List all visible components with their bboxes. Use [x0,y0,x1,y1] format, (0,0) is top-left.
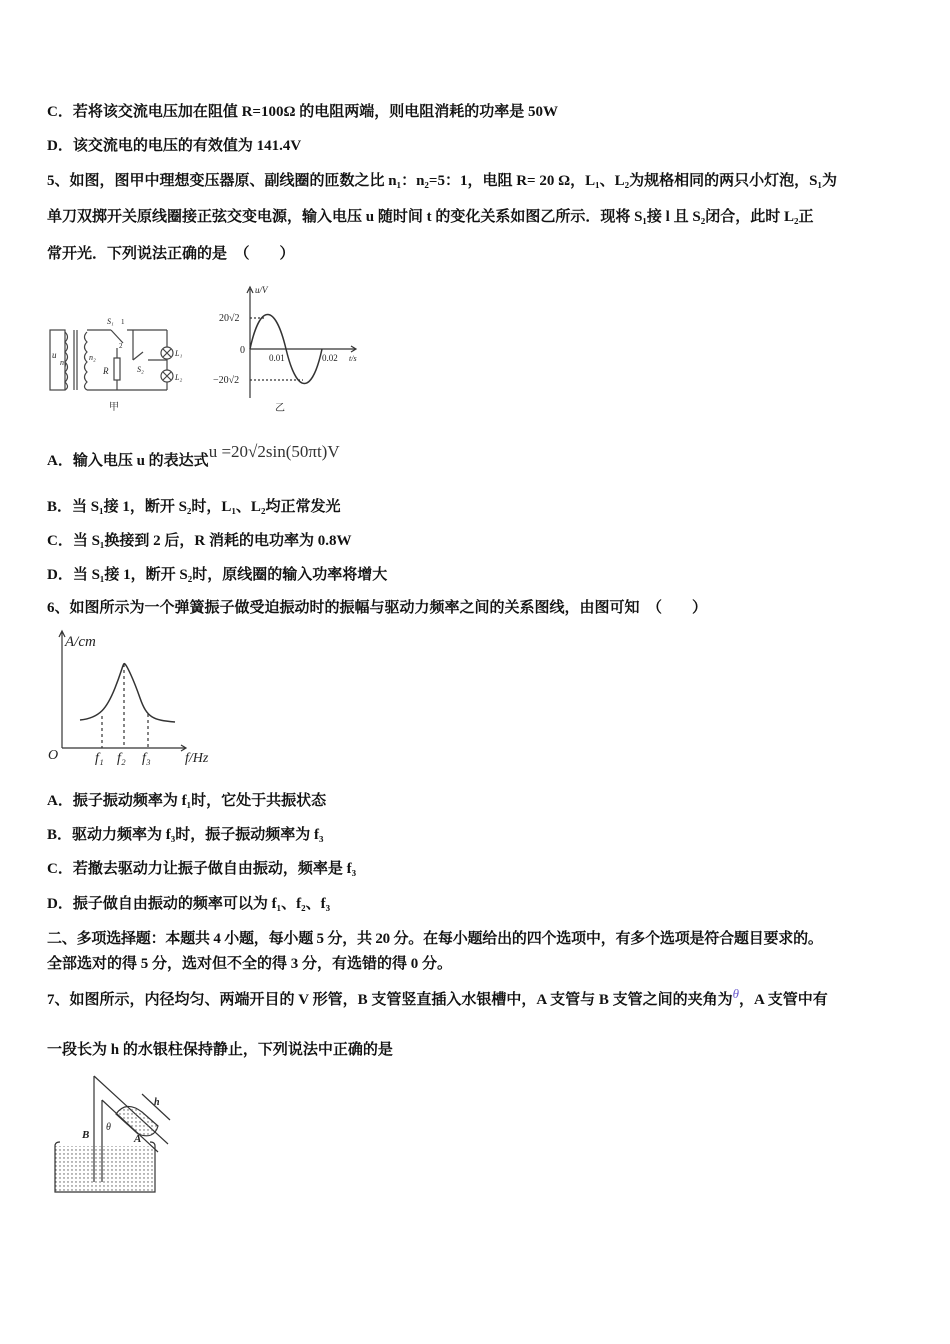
x-tick-f2: f₂ [117,751,126,766]
label-u: u [52,350,57,360]
q7-stem-line-1 [47,986,828,1010]
theta-symbol: θ [732,986,739,1001]
label-s1: S₁ [107,317,114,326]
q5-stem-line-2: 单刀双掷开关原线圈接正弦交变电源，输入电压 u 随时间 t 的变化关系如图乙所示．现将 S₁接 l 且 S₂闭合，此时 L₂正 [47,209,814,225]
x-tick-f1: f₁ [95,751,104,766]
x-tick-f3: f₃ [142,751,151,766]
label-l2: L₂ [175,373,183,382]
label-theta: θ [106,1122,111,1133]
label-s2: S₂ [137,365,144,374]
label-h: h [154,1097,160,1108]
q5-option-d: D．当 S₁接 1，断开 S₂时，原线圈的输入功率将增大 [47,567,388,583]
y-axis-label: u/V [255,285,268,295]
label-n2: n₂ [89,353,96,362]
voltage-time-graph [205,283,365,418]
section-2-scoring: 全部选对的得 5 分，选对但不全的得 3 分，有选错的得 0 分。 [47,956,453,972]
y-tick-pos: 20√2 [219,313,240,324]
q5-option-a [47,442,340,471]
v-tube-diagram [50,1072,195,1197]
q4-option-c: C．若将该交流电压加在阻值 R=100Ω 的电阻两端，则电阻消耗的功率是 50W [47,104,558,120]
y-axis-label: A/cm [65,634,96,650]
label-a: A [134,1133,142,1145]
q5-stem-line-3: 常开光．下列说法正确的是 （ ） [47,246,295,262]
q5-option-b: B．当 S₁接 1，断开 S₂时，L₁、L₂均正常发光 [47,499,341,515]
section-2-heading: 二、多项选择题：本题共 4 小题，每小题 5 分，共 20 分。在每小题给出的四个选项中，有多个选项是符合题目要求的。 [47,931,823,947]
label-1: 1 [121,318,125,326]
x-axis-label: f/Hz [185,751,209,766]
caption-yi: 乙 [275,403,285,414]
origin-label: O [48,748,59,763]
y-tick-zero: 0 [240,345,245,356]
label-b: B [82,1129,90,1141]
q7-stem-line-2: 一段长为 h 的水银柱保持静止，下列说法中正确的是 [47,1042,393,1058]
label-2: 2 [119,342,123,350]
caption-jia: 甲 [109,402,119,413]
formula: u =20√2sin(50πt)V [208,442,340,461]
q5-stem-line-1: 5、如图，图甲中理想变压器原、副线圈的匝数之比 n₁：n₂=5：1，电阻 R= 20 Ω，L₁、L₂为规格相同的两只小灯泡，S₁为 [47,173,837,189]
transformer-circuit-diagram [45,310,195,415]
q7-text-b: ，A 支管中有 [738,992,828,1008]
option-a-text: A．输入电压 u 的表达式 [47,453,209,469]
q6-option-b: B．驱动力频率为 f₃时，振子振动频率为 f₃ [47,827,324,843]
label-n1: n₁ [60,358,67,367]
q4-option-d: D．该交流电的电压的有效值为 141.4V [47,138,302,154]
y-tick-neg: −20√2 [213,375,240,386]
x-tick-002: 0.02 [322,353,338,363]
resonance-curve-graph [45,628,235,768]
q6-option-d: D．振子做自由振动的频率可以为 f₁、f₂、f₃ [47,896,331,912]
q6-option-c: C．若撤去驱动力让振子做自由振动，频率是 f₃ [47,861,357,877]
x-axis-label: t/s [349,354,357,363]
q6-option-a: A．振子振动频率为 f₁时，它处于共振状态 [47,793,327,809]
label-l1: L₁ [175,349,183,358]
q7-text-a: 7、如图所示，内径均匀、两端开目的 V 形管，B 支管竖直插入水银槽中，A 支管与 B 支管之间的夹角为 [47,992,733,1008]
q5-option-c: C．当 S₁换接到 2 后，R 消耗的电功率为 0.8W [47,533,352,549]
label-r: R [103,366,109,376]
q6-stem: 6、如图所示为一个弹簧振子做受迫振动时的振幅与驱动力频率之间的关系图线，由图可知 （ ） [47,600,708,616]
x-tick-001: 0.01 [269,353,285,363]
